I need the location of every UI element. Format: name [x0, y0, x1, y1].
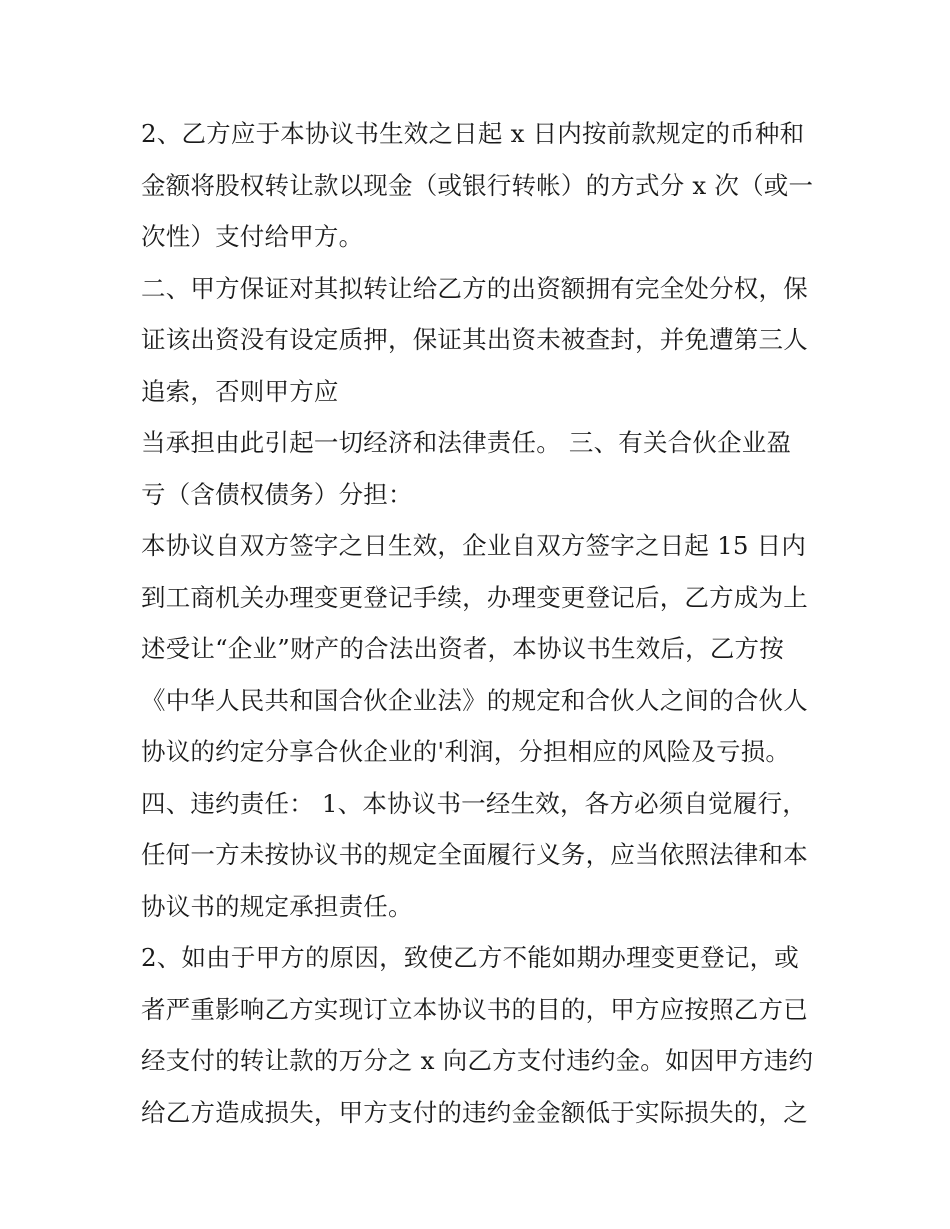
- text-line: 四、违约责任： 1、本协议书一经生效，各方必须自觉履行，: [141, 788, 807, 818]
- document-body: [141, 108, 821, 1138]
- text-line: 二、甲方保证对其拟转让给乙方的出资额拥有完全处分权，保: [141, 273, 808, 303]
- text-line: 任何一方未按协议书的规定全面履行义务，应当依照法律和本: [141, 840, 808, 869]
- text-line: 到工商机关办理变更登记手续，办理变更登记后，乙方成为上: [141, 582, 808, 612]
- text-line: 追索，否则甲方应: [141, 376, 339, 406]
- text-line: 金额将股权转让款以现金（或银行转帐）的方式分 x 次（或一: [141, 170, 814, 200]
- text-line: 者严重影响乙方实现订立本协议书的目的，甲方应按照乙方已: [141, 994, 808, 1024]
- text-line: 本协议自双方签字之日生效，企业自双方签字之日起 15 日内: [141, 531, 807, 560]
- text-line: 《中华人民共和国合伙企业法》的规定和合伙人之间的合伙人: [141, 685, 808, 715]
- text-line: 协议的约定分享合伙企业的'利润，分担相应的风险及亏损。: [141, 737, 791, 766]
- text-line: 给乙方造成损失，甲方支付的违约金金额低于实际损失的，之: [141, 1097, 808, 1127]
- text-line: 2、乙方应于本协议书生效之日起 x 日内按前款规定的币种和: [141, 119, 805, 148]
- text-line: 亏（含债权债务）分担：: [141, 479, 413, 509]
- text-line: 述受让“企业”财产的合法出资者，本协议书生效后，乙方按: [141, 634, 784, 663]
- text-line: 2、如由于甲方的原因，致使乙方不能如期办理变更登记，或: [141, 943, 799, 972]
- text-line: 当承担由此引起一切经济和法律责任。 三、有关合伙企业盈: [141, 428, 792, 457]
- text-line: 协议书的规定承担责任。: [141, 891, 413, 921]
- text-line: 次性）支付给甲方。: [141, 222, 364, 251]
- text-line: 经支付的转让款的万分之 x 向乙方支付违约金。如因甲方违约: [141, 1046, 814, 1075]
- text-line: 证该出资没有设定质押，保证其出资未被查封，并免遭第三人: [141, 325, 808, 354]
